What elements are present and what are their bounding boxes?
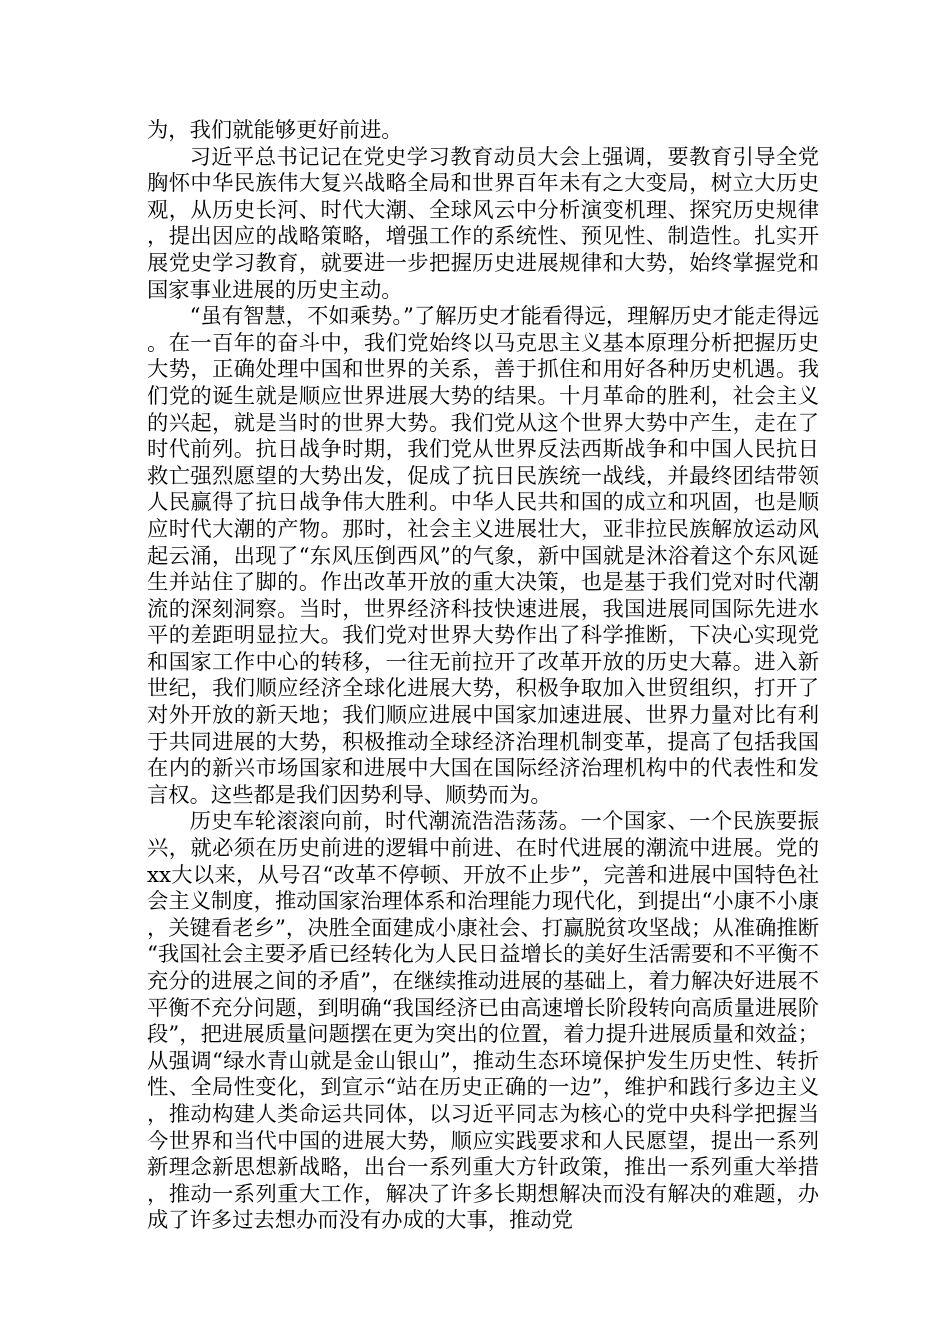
paragraph-party-history-education: 习近平总书记记在党史学习教育动员大会上强调，要教育引导全党胸怀中华民族伟大复兴战略全局和世界百年未有之大变局，树立大历史观，从历史长河、时代大潮、全球风云中分析演变机理、探究历史规律，提出因应的战略策略，增强工作的系统性、预见性、制造性。扎实开展党史学习教育，就要进一步把握历史进展规律和大势，始终掌握党和国家事业进展的历史主动。	[147, 144, 819, 303]
document-body	[147, 118, 819, 1235]
paragraph-following-trends: “虽有智慧，不如乘势。”了解历史才能看得远，理解历史才能走得远。在一百年的奋斗中，我们党始终以马克思主义基本原理分析把握历史大势，正确处理中国和世界的关系，善于抓住和用好各种历史机遇。我们党的诞生就是顺应世界进展大势的结果。十月革命的胜利，社会主义的兴起，就是当时的世界大势。我们党从这个世界大势中产生，走在了时代前列。抗日战争时期，我们党从世界反法西斯战争和中国人民抗日救亡强烈愿望的大势出发，促成了抗日民族统一战线，并最终团结带领人民赢得了抗日战争伟大胜利。中华人民共和国的成立和巩固，也是顺应时代大潮的产物。那时，社会主义进展壮大，亚非拉民族解放运动风起云涌，出现了“东风压倒西风”的气象，新中国就是沐浴着这个东风诞生并站住了脚的。作出改革开放的重大决策，也是基于我们党对时代潮流的深刻洞察。当时，世界经济科技快速进展，我国进展同国际先进水平的差距明显拉大。我们党对世界大势作出了科学推断，下决心实现党和国家工作中心的转移，一往无前拉开了改革开放的历史大幕。进入新世纪，我们顺应经济全球化进展大势，积极争取加入世贸组织，打开了对外开放的新天地；我们顺应进展中国家加速进展、世界力量对比有利于共同进展的大势，积极推动全球经济治理机制变革，提高了包括我国在内的新兴市场国家和进展中大国在国际经济治理机构中的代表性和发言权。这些都是我们因势利导、顺势而为。	[147, 304, 819, 808]
paragraph-tide-of-times: 历史车轮滚滚向前，时代潮流浩浩荡荡。一个国家、一个民族要振兴，就必须在历史前进的逻辑中前进、在时代进展的潮流中进展。党的xx大以来，从号召“改革不停顿、开放不止步”，完善和进展中国特色社会主义制度，推动国家治理体系和治理能力现代化，到提出“小康不小康，关键看老乡”，决胜全面建成小康社会、打赢脱贫攻坚战；从准确推断“我国社会主要矛盾已经转化为人民日益增长的美好生活需要和不平衡不充分的进展之间的矛盾”，在继续推动进展的基础上，着力解决好进展不平衡不充分问题，到明确“我国经济已由高速增长阶段转向高质量进展阶段”，把进展质量问题摆在更为突出的位置，着力提升进展质量和效益；从强调“绿水青山就是金山银山”，推动生态环境保护发生历史性、转折性、全局性变化，到宣示“站在历史正确的一边”，维护和践行多边主义，推动构建人类命运共同体，以习近平同志为核心的党中央科学把握当今世界和当代中国的进展大势，顺应实践要求和人民愿望，提出一系列新理念新思想新战略，出台一系列重大方针政策，推出一系列重大举措，推动一系列重大工作，解决了许多长期想解决而没有解决的难题，办成了许多过去想办而没有办成的大事，推动党	[147, 809, 819, 1234]
paragraph-continuation: 为，我们就能够更好前进。	[147, 118, 403, 143]
